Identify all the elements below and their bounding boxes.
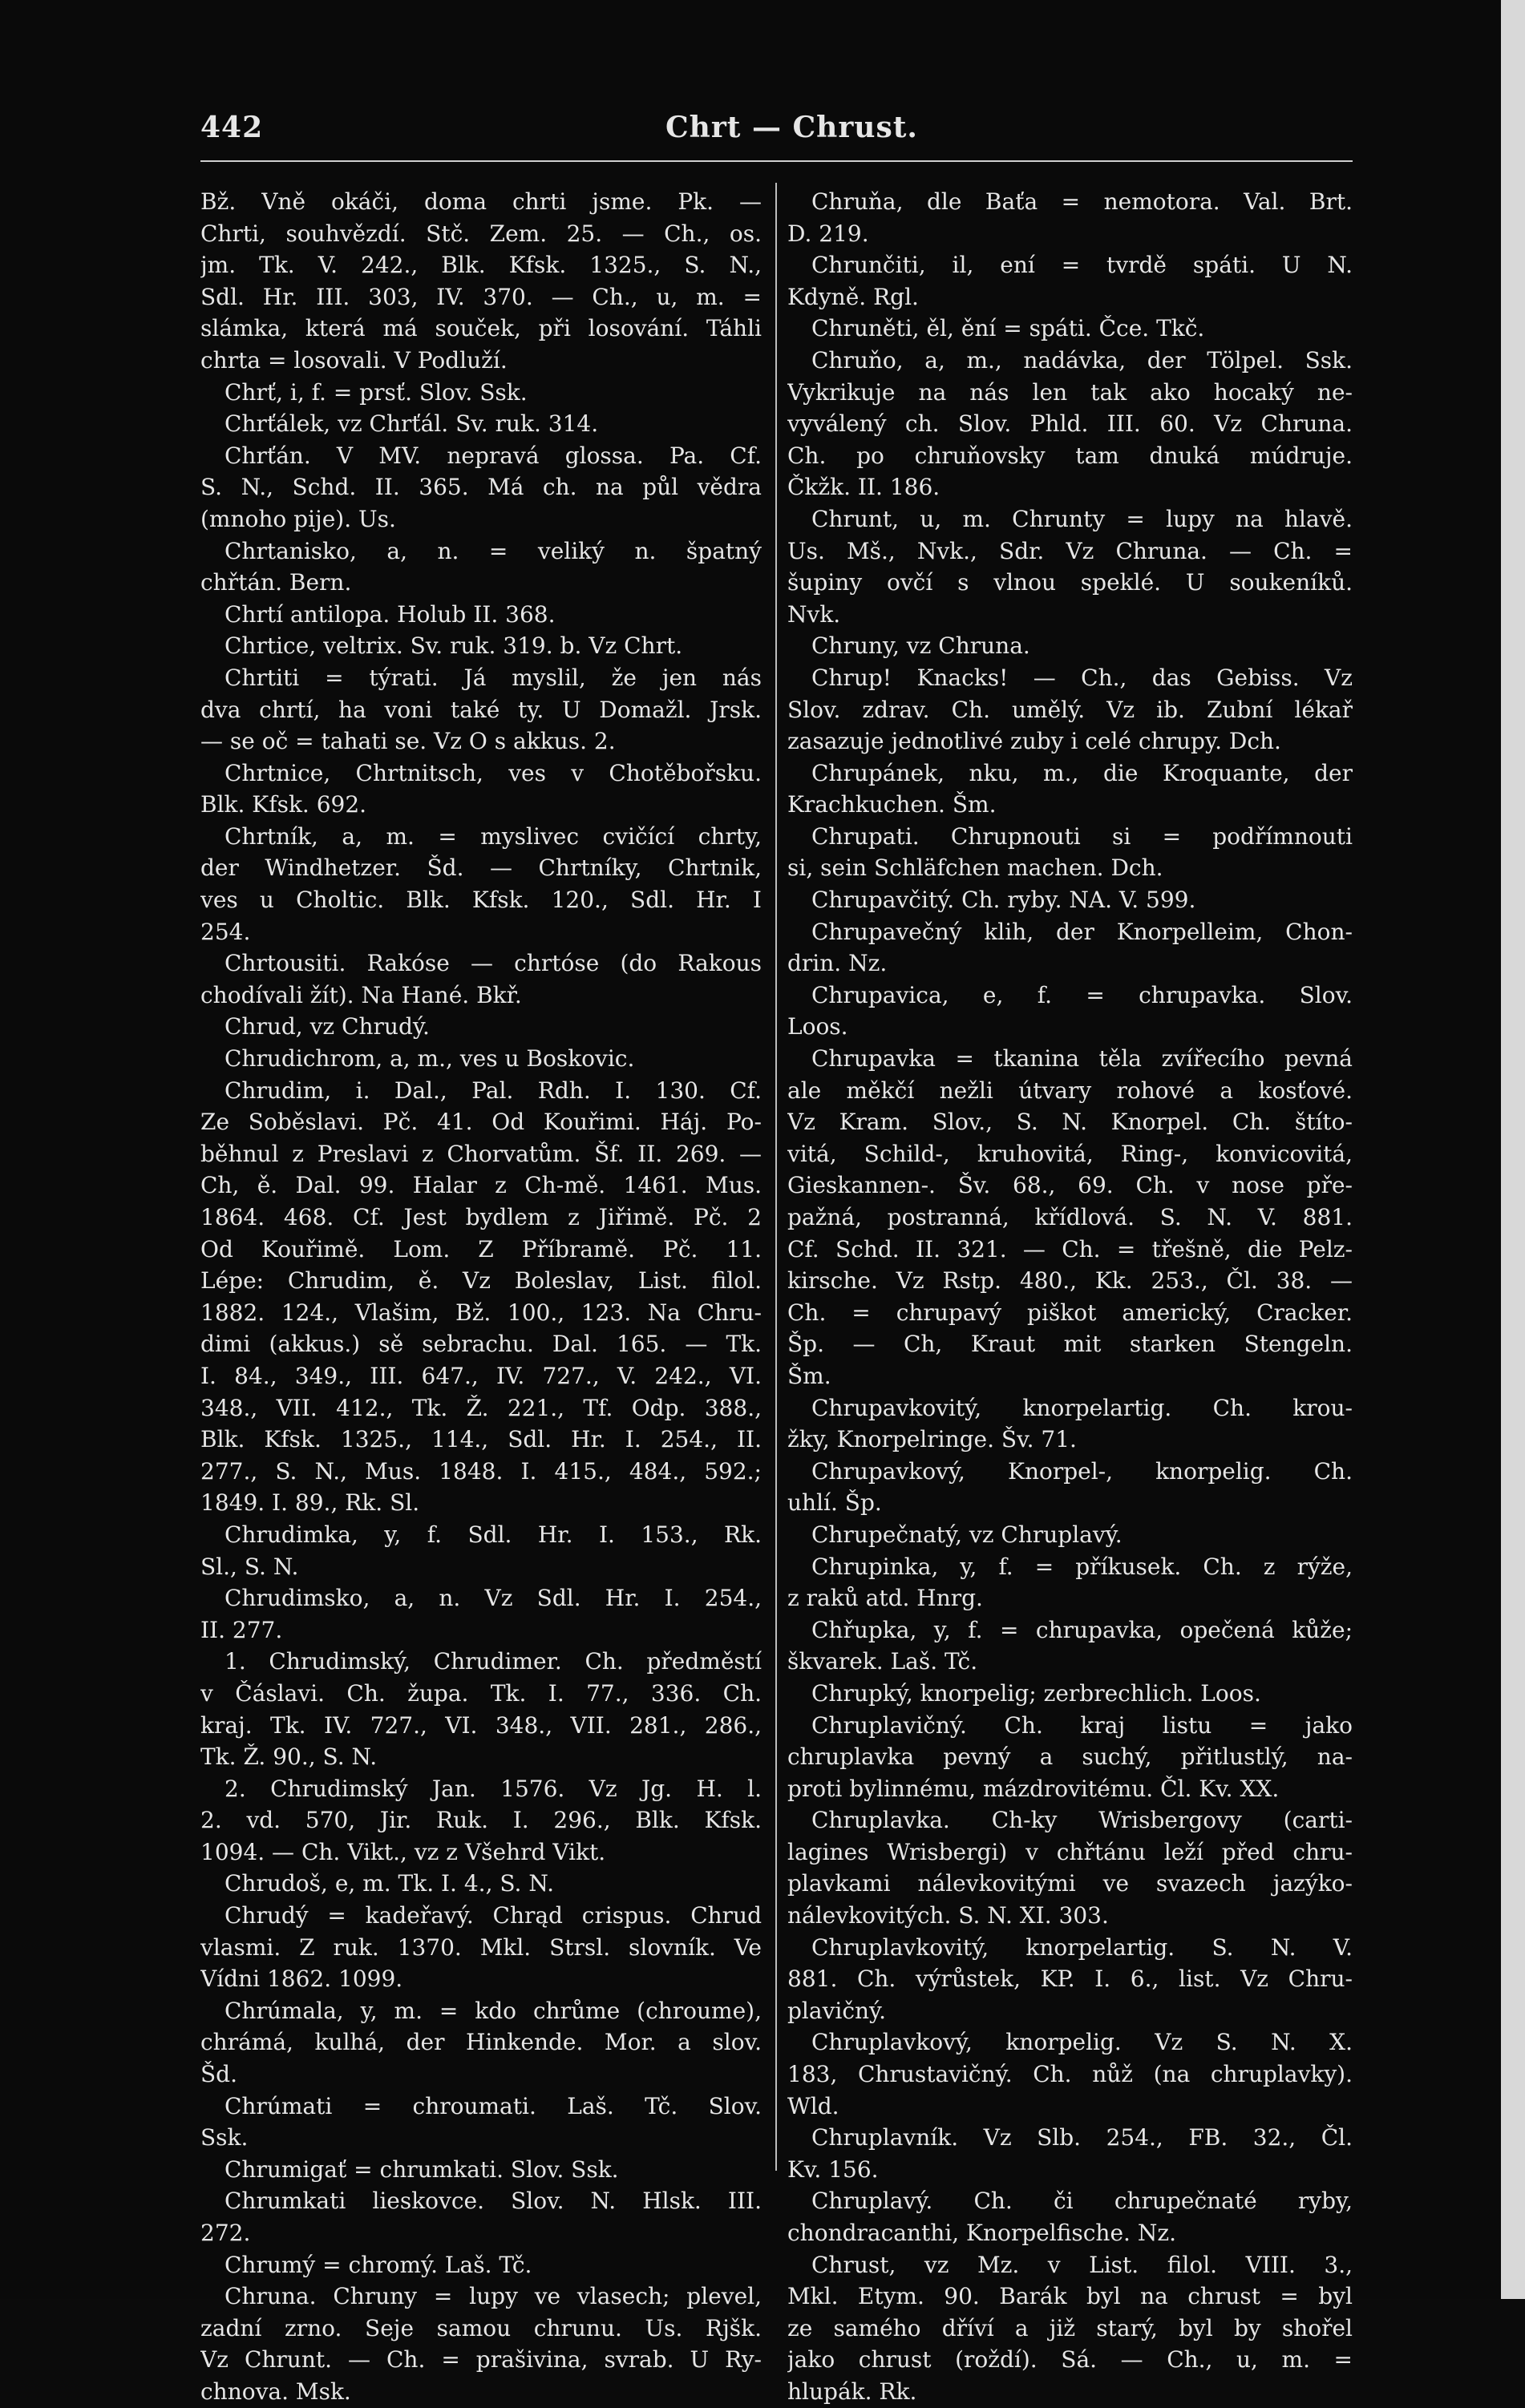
text-line: chodívali žít). Na Hané. Bkř.: [200, 981, 522, 1008]
text-line: Chrtnice, Chrtnitsch, ves v Chotěbořsku.: [225, 759, 762, 786]
text-line: Gieskannen-. Šv. 68., 69. Ch. v nose pře-: [787, 1172, 1353, 1199]
text-line: 1882. 124., Vlašim, Bž. 100., 123. Na Chru-: [200, 1299, 762, 1326]
text-line: Chruplavka. Ch-ky Wrisbergovy (carti-: [811, 1807, 1353, 1834]
text-line: jako chrust (roždí). Sá. — Ch., u, m. =: [787, 2346, 1353, 2374]
text-line: Chruplavník. Vz Slb. 254., FB. 32., Čl.: [811, 2124, 1353, 2151]
text-line: Chruňa, dle Baťa = nemotora. Val. Brt.: [811, 188, 1353, 215]
text-line: zadní zrno. Seje samou chrunu. Us. Rjšk.: [200, 2314, 762, 2341]
text-line: Lépe: Chrudim, ě. Vz Boleslav, List. filol.: [200, 1267, 762, 1295]
text-line: žky, Knorpelringe. Šv. 71.: [787, 1426, 1077, 1453]
text-line: Chrťán. V MV. nepravá glossa. Pa. Cf.: [225, 442, 762, 469]
text-line: Chruplavičný. Ch. kraj listu = jako: [811, 1711, 1353, 1739]
scan-edge: [1501, 0, 1525, 2299]
text-line: chnova. Msk.: [200, 2378, 351, 2405]
text-line: drin. Nz.: [787, 950, 888, 977]
text-line: 2. vd. 570, Jir. Ruk. I. 296., Blk. Kfsk.: [200, 1807, 762, 1834]
text-line: Chřupka, y, f. = chrupavka, opečená kůže;: [811, 1616, 1353, 1643]
text-line: Tk. Ž. 90., S. N.: [200, 1743, 378, 1771]
text-line: Chrud, vz Chrudý.: [225, 1013, 430, 1040]
text-line: Chrudoš, e, m. Tk. I. 4., S. N.: [225, 1870, 554, 1897]
text-line: Šd.: [200, 2061, 238, 2088]
text-line: Vídni 1862. 1099.: [200, 1966, 403, 1993]
text-line: Chrup! Knacks! — Ch., das Gebiss. Vz: [811, 664, 1353, 691]
text-line: Ssk.: [200, 2124, 249, 2151]
text-line: Chrust, vz Mz. v List. filol. VIII. 3.,: [811, 2251, 1353, 2278]
text-line: Chrúmati = chroumati. Laš. Tč. Slov.: [225, 2092, 762, 2119]
text-line: 183, Chrustavičný. Ch. nůž (na chruplavky).: [787, 2061, 1353, 2088]
text-line: Blk. Kfsk. 1325., 114., Sdl. Hr. I. 254., II.: [200, 1426, 762, 1453]
text-line: Loos.: [787, 1013, 848, 1040]
text-line: S. N., Schd. II. 365. Má ch. na půl vědra: [200, 474, 762, 501]
text-line: Chrudimsko, a, n. Vz Sdl. Hr. I. 254.,: [225, 1585, 762, 1612]
text-line: Od Kouřimě. Lom. Z Příbramě. Pč. 11.: [200, 1235, 762, 1263]
text-line: Ch, ě. Dal. 99. Halar z Ch-mě. 1461. Mus.: [200, 1172, 762, 1199]
text-line: Chruplavý. Ch. či chrupečnaté ryby,: [811, 2188, 1353, 2215]
text-line: si, sein Schläfchen machen. Dch.: [787, 855, 1163, 882]
text-line: Kdyně. Rgl.: [787, 283, 919, 310]
text-line: Ch. po chruňovsky tam dnuká múdruje.: [787, 442, 1353, 469]
text-line: slámka, která má souček, při losování. Táhli: [200, 315, 762, 342]
text-line: běhnul z Preslavi z Chorvatům. Šf. II. 269. —: [200, 1140, 762, 1167]
text-line: dva chrtí, ha voni také ty. U Domažl. Jrsk.: [200, 696, 762, 723]
text-line: proti bylinnému, mázdrovitému. Čl. Kv. XX.: [787, 1775, 1280, 1802]
text-line: Chrupavkovitý, knorpelartig. Ch. krou-: [811, 1394, 1353, 1421]
text-line: Šm.: [787, 1362, 831, 1389]
text-line: chřtán. Bern.: [200, 569, 352, 596]
text-line: 881. Ch. výrůstek, KP. I. 6., list. Vz Chru-: [787, 1966, 1353, 1993]
text-line: Chrupavčitý. Ch. ryby. NA. V. 599.: [811, 887, 1196, 914]
text-line: Chrtiti = týrati. Já myslil, že jen nás: [225, 664, 762, 691]
text-line: 272.: [200, 2220, 251, 2246]
text-line: Bž. Vně okáči, doma chrti jsme. Pk. —: [200, 188, 762, 215]
text-line: vyválený ch. Slov. Phld. III. 60. Vz Chruna.: [787, 410, 1353, 438]
text-line: 1. Chrudimský, Chrudimer. Ch. předměstí: [225, 1648, 762, 1675]
text-line: Vz Chrunt. — Ch. = prašivina, svrab. U Ry-: [200, 2346, 762, 2374]
text-line: Čkžk. II. 186.: [787, 474, 940, 501]
text-line: ale měkčí nežli útvary rohové a kosťové.: [787, 1077, 1353, 1104]
text-line: Chruplavkový, knorpelig. Vz S. N. X.: [811, 2029, 1353, 2056]
text-line: Chrtník, a, m. = myslivec cvičící chrty,: [225, 822, 762, 850]
text-line: šupiny ovčí s vlnou speklé. U soukeníků.: [787, 569, 1353, 596]
text-line: plavkami nálevkovitými ve svazech jazýko-: [787, 1870, 1353, 1897]
text-line: Wld.: [787, 2092, 839, 2119]
text-line: Chrťálek, vz Chrťál. Sv. ruk. 314.: [225, 410, 599, 438]
text-line: Chrupati. Chrupnouti si = podřímnouti: [811, 822, 1353, 850]
text-line: škvarek. Laš. Tč.: [787, 1648, 978, 1675]
right-column: [787, 186, 1353, 2408]
text-line: Chruna. Chruny = lupy ve vlasech; plevel,: [225, 2283, 762, 2310]
text-line: Cf. Schd. II. 321. — Ch. = třešně, die Pelz-: [787, 1235, 1353, 1263]
text-line: 1094. — Ch. Vikt., vz z Všehrd Vikt.: [200, 1838, 606, 1865]
text-line: Chrudý = kadeřavý. Chrąd crispus. Chrud: [225, 1902, 762, 1929]
text-line: Chrtice, veltrix. Sv. ruk. 319. b. Vz Chrt.: [225, 632, 683, 660]
text-line: Slov. zdrav. Ch. umělý. Vz ib. Zubní lékař: [787, 696, 1353, 723]
text-line: Chrupánek, nku, m., die Kroquante, der: [811, 759, 1353, 786]
text-line: D. 219.: [787, 220, 869, 247]
text-line: Chrupavica, e, f. = chrupavka. Slov.: [811, 981, 1353, 1008]
left-column: [200, 186, 762, 2408]
text-line: Chrudim, i. Dal., Pal. Rdh. I. 130. Cf.: [225, 1077, 762, 1104]
text-line: Chrudimka, y, f. Sdl. Hr. I. 153., Rk.: [225, 1521, 762, 1548]
text-line: Nvk.: [787, 600, 841, 628]
text-line: chruplavka pevný a suchý, přitlustlý, na-: [787, 1743, 1353, 1771]
text-line: chrta = losovali. V Podluží.: [200, 346, 508, 374]
running-title: Chrt — Chrust.: [665, 111, 918, 144]
text-line: Chrumý = chromý. Laš. Tč.: [225, 2251, 532, 2278]
text-line: Sl., S. N.: [200, 1553, 299, 1580]
text-line: nálevkovitých. S. N. XI. 303.: [787, 1902, 1109, 1929]
text-line: Chrti, souhvězdí. Stč. Zem. 25. — Ch., os.: [200, 220, 762, 247]
text-line: Chruňo, a, m., nadávka, der Tölpel. Ssk.: [811, 346, 1353, 374]
text-line: dimi (akkus.) sě sebrachu. Dal. 165. — Tk.: [200, 1331, 762, 1358]
text-line: Chrumigať = chrumkati. Slov. Ssk.: [225, 2155, 619, 2183]
text-line: Vz Kram. Slov., S. N. Knorpel. Ch. štíto-: [787, 1109, 1353, 1136]
text-line: lagines Wrisbergi) v chřtánu leží před chru-: [787, 1838, 1353, 1865]
text-line: hlupák. Rk.: [787, 2378, 917, 2405]
column-divider: [775, 183, 777, 2171]
text-line: 1864. 468. Cf. Jest bydlem z Jiřimě. Pč. 2: [200, 1204, 762, 1230]
text-line: 254.: [200, 918, 251, 945]
text-line: ze samého dříví a již starý, byl by shořel: [787, 2314, 1353, 2341]
text-line: Chrumkati lieskovce. Slov. N. Hlsk. III.: [225, 2188, 762, 2215]
text-line: Sdl. Hr. III. 303, IV. 370. — Ch., u, m. =: [200, 283, 762, 310]
text-line: chrámá, kulhá, der Hinkende. Mor. a slov.: [200, 2029, 762, 2056]
text-line: Chrúmala, y, m. = kdo chrůme (chroume),: [225, 1997, 762, 2024]
text-line: 2. Chrudimský Jan. 1576. Vz Jg. H. l.: [225, 1775, 762, 1802]
text-line: pažná, postranná, křídlová. S. N. V. 881.: [787, 1204, 1353, 1230]
text-line: kirsche. Vz Rstp. 480., Kk. 253., Čl. 38. —: [787, 1267, 1353, 1295]
text-line: Chrupinka, y, f. = příkusek. Ch. z rýže,: [811, 1553, 1353, 1580]
text-line: Chrť, i, f. = prsť. Slov. Ssk.: [225, 378, 528, 406]
text-line: Chruplavkovitý, knorpelartig. S. N. V.: [811, 1933, 1353, 1961]
text-line: z raků atd. Hnrg.: [787, 1585, 983, 1612]
text-line: — se oč = tahati se. Vz O s akkus. 2.: [200, 728, 616, 755]
text-line: Krachkuchen. Šm.: [787, 791, 997, 818]
text-line: Chrupavečný klih, der Knorpelleim, Chon-: [811, 918, 1353, 945]
text-line: uhlí. Šp.: [787, 1489, 882, 1517]
text-line: Chrunčiti, il, ení = tvrdě spáti. U N.: [811, 252, 1353, 279]
text-line: chondracanthi, Knorpelfische. Nz.: [787, 2220, 1176, 2246]
page-number: 442: [200, 111, 264, 144]
text-line: Us. Mš., Nvk., Sdr. Vz Chruna. — Ch. =: [787, 537, 1353, 564]
text-line: Ze Soběslavi. Pč. 41. Od Kouřimi. Háj. Po-: [200, 1109, 762, 1136]
text-line: Mkl. Etym. 90. Barák byl na chrust = byl: [787, 2283, 1353, 2310]
text-line: Ch. = chrupavý piškot americký, Cracker.: [787, 1299, 1353, 1326]
text-line: Chrupečnatý, vz Chruplavý.: [811, 1521, 1123, 1548]
text-line: I. 84., 349., III. 647., IV. 727., V. 242., VI.: [200, 1362, 762, 1389]
text-line: plavičný.: [787, 1997, 887, 2024]
text-line: 277., S. N., Mus. 1848. I. 415., 484., 592.;: [200, 1457, 762, 1485]
text-line: jm. Tk. V. 242., Blk. Kfsk. 1325., S. N.,: [200, 252, 762, 279]
text-line: kraj. Tk. IV. 727., VI. 348., VII. 281., 286.,: [200, 1711, 762, 1739]
text-line: Chrudichrom, a, m., ves u Boskovic.: [225, 1045, 635, 1073]
text-line: ves u Choltic. Blk. Kfsk. 120., Sdl. Hr. I: [200, 887, 762, 914]
text-line: Chrtousiti. Rakóse — chrtóse (do Rakous: [225, 950, 762, 977]
text-line: (mnoho pije). Us.: [200, 505, 396, 532]
text-line: Šp. — Ch, Kraut mit starken Stengeln.: [787, 1331, 1353, 1358]
text-line: Kv. 156.: [787, 2155, 879, 2183]
text-line: der Windhetzer. Šd. — Chrtníky, Chrtnik,: [200, 855, 762, 882]
text-line: Vykrikuje na nás len tak ako hocaký ne-: [787, 378, 1353, 406]
text-line: Chrupavka = tkanina těla zvířecího pevná: [811, 1045, 1353, 1073]
text-line: Chruněti, ěl, ění = spáti. Čce. Tkč.: [811, 315, 1205, 342]
text-line: vitá, Schild-, kruhovitá, Ring-, konvicovitá,: [787, 1140, 1353, 1167]
text-line: 1849. I. 89., Rk. Sl.: [200, 1489, 420, 1517]
text-line: Chruny, vz Chruna.: [811, 632, 1030, 660]
text-line: Chrupký, knorpelig; zerbrechlich. Loos.: [811, 1679, 1261, 1707]
text-line: Chrtanisko, a, n. = veliký n. špatný: [225, 537, 762, 564]
text-line: Chrunt, u, m. Chrunty = lupy na hlavě.: [811, 505, 1353, 532]
text-line: Chrtí antilopa. Holub II. 368.: [225, 600, 556, 628]
text-line: v Čáslavi. Ch. župa. Tk. I. 77., 336. Ch.: [200, 1679, 762, 1707]
text-line: vlasmi. Z ruk. 1370. Mkl. Strsl. slovník. Ve: [200, 1933, 762, 1961]
text-line: II. 277.: [200, 1616, 283, 1643]
text-line: Chrupavkový, Knorpel-, knorpelig. Ch.: [811, 1457, 1353, 1485]
text-line: zasazuje jednotlivé zuby i celé chrupy. Dch.: [787, 728, 1281, 755]
text-line: Blk. Kfsk. 692.: [200, 791, 367, 818]
text-line: 348., VII. 412., Tk. Ž. 221., Tf. Odp. 388.,: [200, 1394, 762, 1421]
header-rule: [200, 160, 1353, 162]
